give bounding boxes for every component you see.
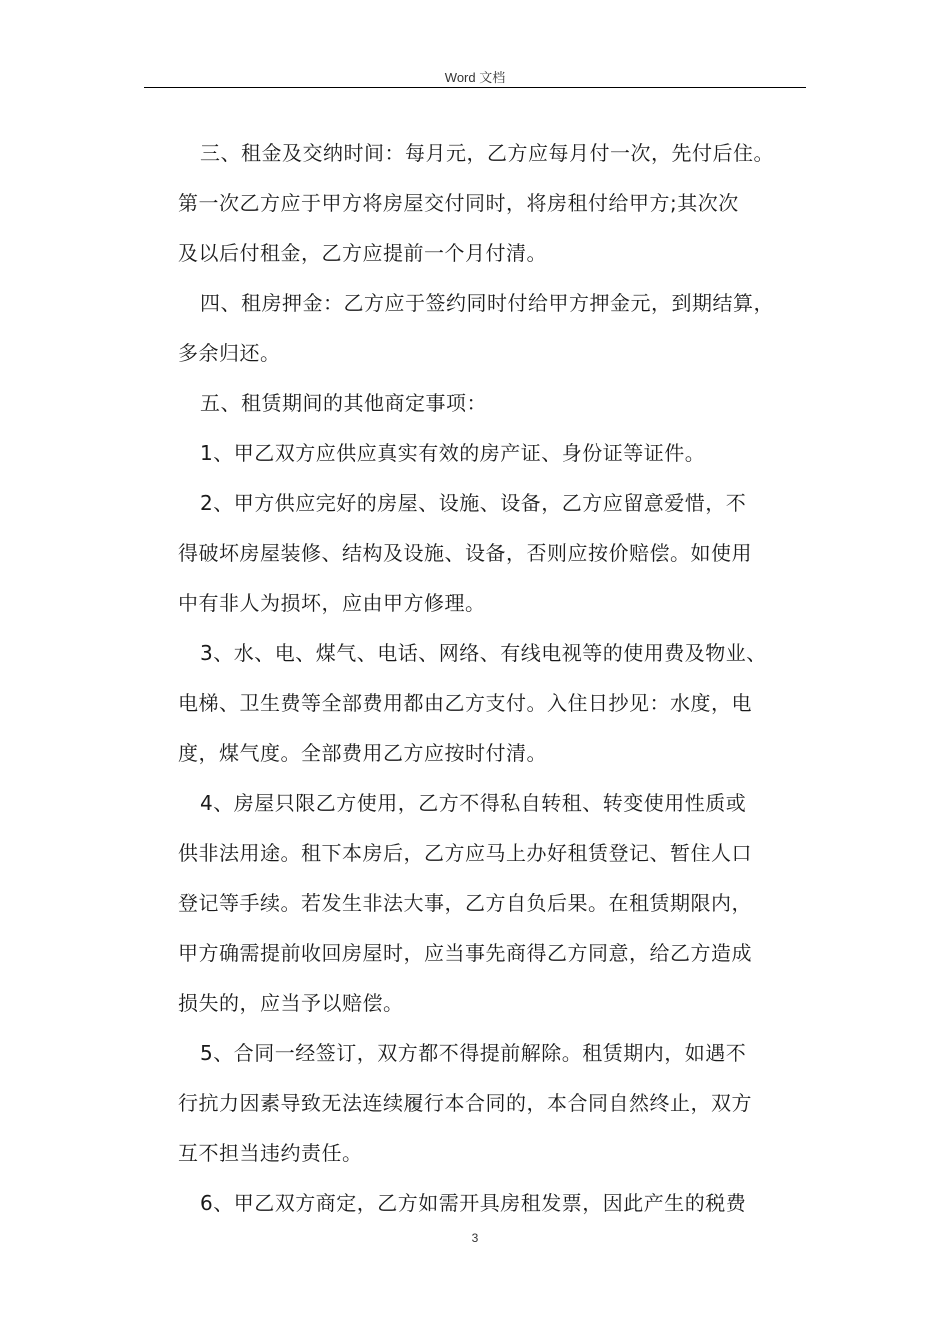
paragraph-line: 4、房屋只限乙方使用，乙方不得私自转租、转变使用性质或	[200, 791, 747, 815]
paragraph-line: 6、甲乙双方商定，乙方如需开具房租发票，因此产生的税费	[200, 1191, 747, 1215]
paragraph-line: 第一次乙方应于甲方将房屋交付同时，将房租付给甲方;其次次	[178, 191, 739, 215]
paragraph-line: 得破坏房屋装修、结构及设施、设备，否则应按价赔偿。如使用	[178, 541, 752, 565]
paragraph-line: 损失的，应当予以赔偿。	[178, 991, 404, 1015]
paragraph-line: 供非法用途。租下本房后，乙方应马上办好租赁登记、暂住人口	[178, 841, 752, 865]
paragraph-line: 行抗力因素导致无法连续履行本合同的，本合同自然终止，双方	[178, 1091, 752, 1115]
paragraph-line: 登记等手续。若发生非法大事，乙方自负后果。在租赁期限内，	[178, 891, 752, 915]
paragraph-line: 2、甲方供应完好的房屋、设施、设备，乙方应留意爱惜，不	[200, 491, 747, 515]
page-number: 3	[471, 1231, 479, 1245]
paragraph-line: 多余归还。	[178, 341, 281, 365]
paragraph-line: 四、租房押金：乙方应于签约同时付给甲方押金元，到期结算，	[200, 291, 774, 315]
paragraph-line: 5、合同一经签订，双方都不得提前解除。租赁期内，如遇不	[200, 1041, 747, 1065]
paragraph-line: 中有非人为损坏，应由甲方修理。	[178, 591, 486, 615]
paragraph-line: 及以后付租金，乙方应提前一个月付清。	[178, 241, 547, 265]
paragraph-line: 三、租金及交纳时间：每月元，乙方应每月付一次，先付后住。	[200, 141, 774, 165]
paragraph-line: 甲方确需提前收回房屋时，应当事先商得乙方同意，给乙方造成	[178, 941, 752, 965]
document-body	[178, 128, 818, 1228]
page-header: Word 文档	[444, 70, 506, 85]
header-rule	[144, 87, 806, 88]
paragraph-line: 电梯、卫生费等全部费用都由乙方支付。入住日抄见：水度，电	[178, 691, 752, 715]
paragraph-line: 度，煤气度。全部费用乙方应按时付清。	[178, 741, 547, 765]
paragraph-line: 互不担当违约责任。	[178, 1141, 363, 1165]
paragraph-line: 3、水、电、煤气、电话、网络、有线电视等的使用费及物业、	[200, 641, 767, 665]
paragraph-line: 五、租赁期间的其他商定事项：	[200, 391, 487, 415]
paragraph-line: 1、甲乙双方应供应真实有效的房产证、身份证等证件。	[200, 441, 706, 465]
